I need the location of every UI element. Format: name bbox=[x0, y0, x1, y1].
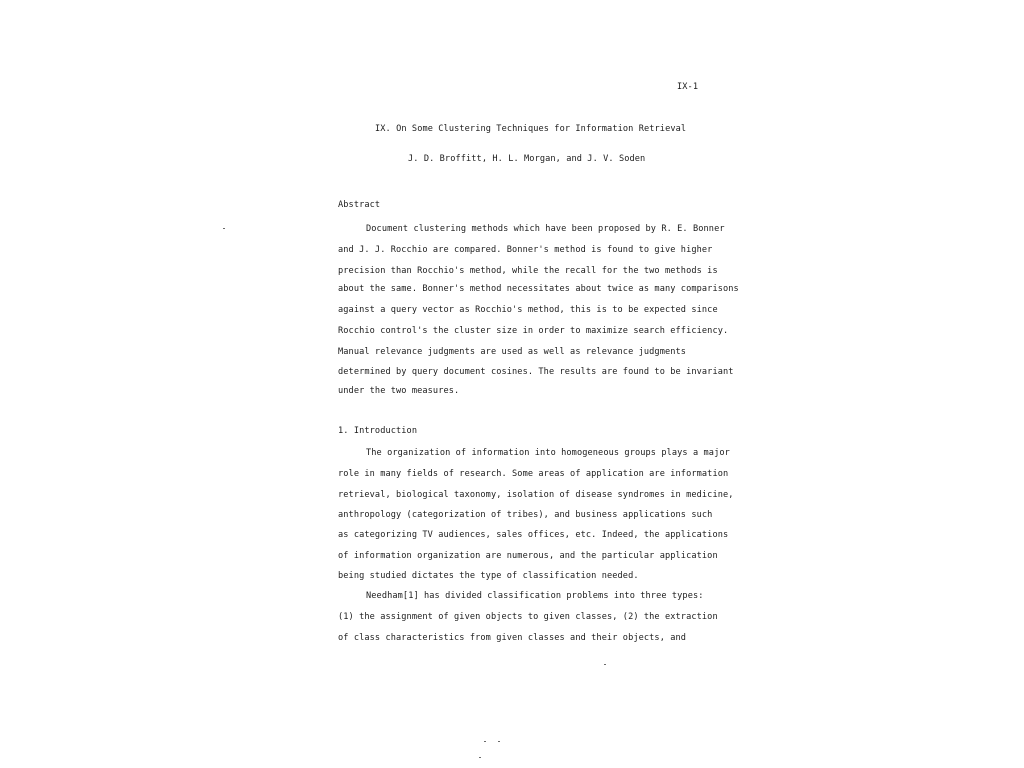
scan-speck bbox=[484, 741, 486, 742]
scan-speck bbox=[604, 664, 606, 665]
introduction-line: retrieval, biological taxonomy, isolation of disease syndromes in medicine, bbox=[338, 490, 734, 500]
introduction-line: (1) the assignment of given objects to given classes, (2) the extraction bbox=[338, 612, 718, 622]
abstract-line: about the same. Bonner's method necessitates about twice as many comparisons bbox=[338, 284, 739, 294]
introduction-line: The organization of information into homogeneous groups plays a major bbox=[366, 448, 730, 458]
introduction-line: anthropology (categorization of tribes), and business applications such bbox=[338, 510, 713, 520]
introduction-line: role in many fields of research. Some areas of application are information bbox=[338, 469, 729, 479]
abstract-line: against a query vector as Rocchio's method, this is to be expected since bbox=[338, 305, 718, 315]
introduction-line: of class characteristics from given classes and their objects, and bbox=[338, 633, 687, 643]
introduction-heading: 1. Introduction bbox=[338, 426, 418, 436]
abstract-line: Rocchio control's the cluster size in order to maximize search efficiency. bbox=[338, 326, 729, 336]
page-number: IX-1 bbox=[677, 82, 699, 92]
scan-speck bbox=[223, 228, 225, 229]
introduction-line: Needham[1] has divided classification problems into three types: bbox=[366, 591, 704, 601]
introduction-line: of information organization are numerous, and the particular application bbox=[338, 551, 718, 561]
abstract-line: precision than Rocchio's method, while the recall for the two methods is bbox=[338, 266, 718, 276]
abstract-line: Document clustering methods which have been proposed by R. E. Bonner bbox=[366, 224, 725, 234]
abstract-line: and J. J. Rocchio are compared. Bonner's method is found to give higher bbox=[338, 245, 713, 255]
abstract-heading: Abstract bbox=[338, 200, 381, 210]
paper-authors: J. D. Broffitt, H. L. Morgan, and J. V. Soden bbox=[408, 154, 646, 164]
introduction-line: being studied dictates the type of classification needed. bbox=[338, 571, 639, 581]
introduction-line: as categorizing TV audiences, sales offices, etc. Indeed, the applications bbox=[338, 530, 729, 540]
abstract-line: Manual relevance judgments are used as well as relevance judgments bbox=[338, 347, 687, 357]
paper-title: IX. On Some Clustering Techniques for Information Retrieval bbox=[375, 124, 687, 134]
abstract-line: determined by query document cosines. The results are found to be invariant bbox=[338, 367, 734, 377]
scan-speck bbox=[498, 741, 500, 742]
abstract-line: under the two measures. bbox=[338, 386, 460, 396]
scan-speck bbox=[479, 757, 481, 758]
